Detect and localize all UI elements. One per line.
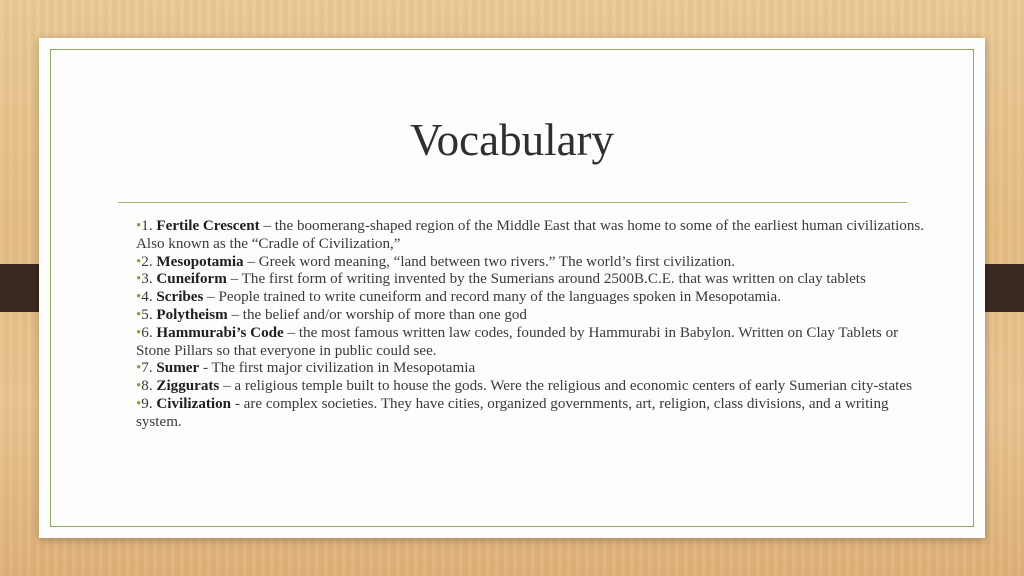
vocab-term: Sumer: [156, 360, 200, 377]
vocab-item: [136, 325, 926, 361]
vocab-term: Polytheism: [156, 306, 228, 323]
vocab-number: 1.: [141, 218, 153, 234]
vocab-item: [136, 307, 926, 325]
vocab-term: Scribes: [156, 289, 204, 306]
bullet-icon: •: [136, 218, 142, 234]
vocab-item: [136, 360, 926, 378]
vocab-definition: the most famous written law codes, founded by Hammurabi in Babylon. Written on Clay Tablets or Stone Pillars so that everyone in public could see.: [136, 324, 899, 359]
vocab-item: [136, 396, 926, 432]
vocab-item: [136, 378, 926, 396]
vocab-number: 8.: [141, 378, 153, 395]
vocab-number: 6.: [141, 324, 153, 341]
vocab-separator: –: [259, 218, 275, 234]
vocab-separator: –: [226, 271, 242, 288]
vocab-term: Hammurabi’s Code: [156, 324, 284, 341]
vocabulary-list: [136, 218, 926, 432]
vocab-definition: The first major civilization in Mesopotamia: [211, 360, 476, 377]
vocab-number: 5.: [141, 306, 153, 323]
vocab-term: Ziggurats: [156, 378, 220, 395]
bullet-icon: •: [136, 378, 142, 395]
vocab-definition: People trained to write cuneiform and record many of the languages spoken in Mesopotamia.: [218, 289, 781, 306]
vocab-separator: –: [243, 253, 259, 270]
bullet-icon: •: [136, 271, 142, 288]
vocab-term: Fertile Crescent: [156, 218, 260, 234]
vocab-number: 7.: [141, 360, 153, 377]
vocab-separator: -: [231, 395, 244, 412]
vocab-definition: are complex societies. They have cities, organized governments, art, religion, class divisions, and a writing system.: [136, 395, 889, 430]
slide-title: Vocabulary: [409, 115, 615, 165]
title-divider: [118, 202, 907, 203]
vocab-number: 3.: [141, 271, 153, 288]
vocab-number: 9.: [141, 395, 153, 412]
vocab-definition: The first form of writing invented by the Sumerians around 2500B.C.E. that was written on clay tablets: [241, 271, 866, 288]
vocab-separator: –: [219, 378, 235, 395]
vocab-definition: the boomerang-shaped region of the Middle East that was home to some of the earliest human civilizations. Also known as the “Cradle of Civilization,”: [136, 218, 925, 252]
slide: [39, 38, 985, 538]
vocab-separator: –: [283, 324, 299, 341]
vocab-definition: Greek word meaning, “land between two rivers.” The world’s first civilization.: [258, 253, 735, 270]
bullet-icon: •: [136, 253, 142, 270]
bullet-icon: •: [136, 306, 142, 323]
vocab-term: Civilization: [156, 395, 232, 412]
bullet-icon: •: [136, 360, 142, 377]
vocab-item: [136, 271, 926, 289]
vocab-separator: -: [199, 360, 212, 377]
vocab-separator: –: [227, 306, 243, 323]
vocab-term: Mesopotamia: [156, 253, 244, 270]
vocab-item: [136, 254, 926, 272]
bullet-icon: •: [136, 395, 142, 412]
vocab-term: Cuneiform: [156, 271, 227, 288]
bullet-icon: •: [136, 324, 142, 341]
vocab-separator: –: [203, 289, 219, 306]
vocab-number: 4.: [141, 289, 153, 306]
vocab-definition: a religious temple built to house the gods. Were the religious and economic centers of early Sumerian city-states: [234, 378, 912, 395]
bullet-icon: •: [136, 289, 142, 306]
vocab-number: 2.: [141, 253, 153, 270]
vocab-item: [136, 218, 926, 254]
vocab-item: [136, 289, 926, 307]
vocab-definition: the belief and/or worship of more than one god: [242, 306, 527, 323]
